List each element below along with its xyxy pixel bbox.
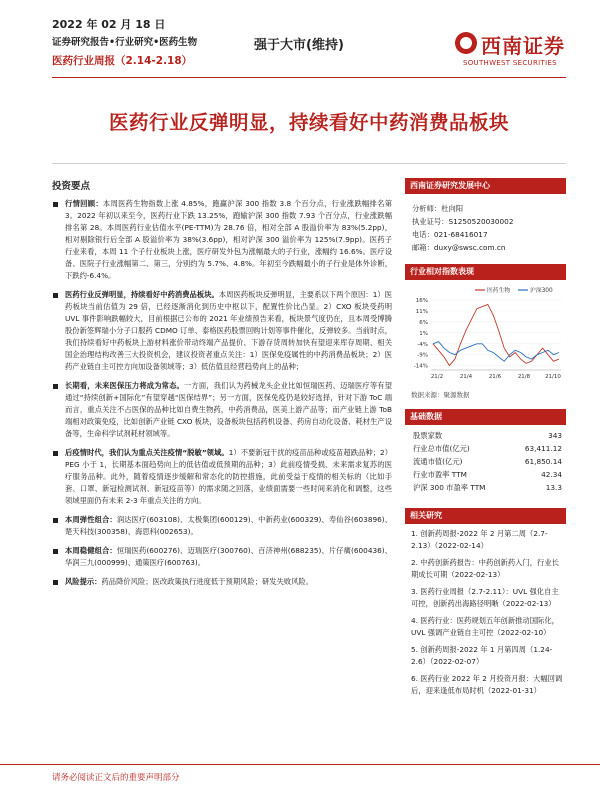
analyst-license: 执业证号：S1250520030002 (412, 217, 514, 226)
bullet-lead: 后疫情时代，我们认为重点关注疫情“脱敏”领域。 (65, 448, 229, 457)
bullet-lead: 风险提示： (65, 577, 102, 586)
logo-mark-icon (455, 32, 477, 54)
bullet-lead: 长期看，未来医保压力将成为常态。 (65, 381, 184, 390)
section-label: 投资要点 (52, 181, 91, 192)
x-tick-label: 21/10 (545, 374, 561, 380)
related-link[interactable]: 6. 医药行业 2022 年 2 月投资月报：大幅回调后，迎来逢低布局时机（2022-01-31） (411, 674, 563, 695)
legend-label: 医药生物 (487, 288, 511, 294)
x-tick-label: 21/8 (517, 374, 531, 380)
bullet-text: 恒瑞医药(600276)、迈瑞医疗(300760)、百济神州(688235)、片仔癀(600436)、华润三九(000999)、通策医疗(600763)。 (65, 546, 392, 567)
y-tick-label: 6% (419, 319, 428, 326)
chart-title-bar: 行业相对指数表现 (405, 264, 566, 280)
footer-disclaimer: 请务必阅读正文后的重要声明部分 (52, 773, 180, 783)
x-tick-label: 21/6 (488, 374, 502, 380)
key-data-table (405, 429, 566, 494)
legend-label: 沪深300 (530, 288, 553, 294)
bullet-text: 本周医药板块反弹明显，主要系以下两个原因：1）医药板块当前估值为 29 倍，已经逐渐消化到历史中枢以下，配置性价比凸显。2）CXO 板块受药明 UVL 事件影响跌幅较大，目前根据已公布的 2021 年业绩预告来看，板块景气度仍在，且本周受博腾股份新签辉瑞小分子口服药 CDMO 订单、泰格医药股票回购计划等事件催化，反弹较多。当前时点，我们持续看好中药板块上游材料涨价带动终端产品提价、下游存货周转加快有望迎来库存周期、相关国企治理结构改善三大投资机会，建议投资者重点关注：1）医保免疫属性的中药消费品板块；2）医药产业链自主可控方向加设备领域等；3）低估值且经营趋势向上的品种； (65, 290, 392, 371)
bullet-market-review (52, 198, 392, 282)
footer-divider (0, 764, 600, 765)
bullet-lead: 医药行业反弹明显，持续看好中药消费品板块。 (65, 290, 219, 299)
bullet-tcm-rebound (52, 289, 392, 373)
table-row (405, 455, 566, 468)
logo-text: 西南证券 (481, 34, 565, 58)
table-cell-value: 13.3 (545, 483, 562, 492)
related-title-bar: 相关研究 (405, 508, 566, 524)
related-link[interactable]: 2. 中药创新药报告：中药创新药入门，行业长期成长可期（2022-02-13） (411, 558, 559, 579)
table-cell-value: 63,411.12 (524, 444, 562, 453)
y-tick-label: 11% (415, 308, 428, 315)
bullet-text: 润达医疗(603108)、太极集团(600129)、中新药业(600329)、寿仙谷(603896)、楚天科技(300358)、海思科(002653)。 (65, 515, 392, 536)
page-header (0, 0, 600, 90)
bullet-lead: 行情回顾： (65, 199, 103, 208)
table-row (405, 481, 566, 494)
rating-label: 强于大市(维持) (254, 38, 344, 53)
investment-summary (52, 170, 392, 595)
table-cell-value: 61,850.14 (524, 457, 562, 466)
bullet-text: 一方面，我们认为药械龙头企业比如恒瑞医药、迈瑞医疗等有望通过“持续创新+国际化”有望穿越“医保结界”；另一方面，医保免疫仍是较好选择，针对下游 ToC 端而言，重点关注不占医保的品种比如自费生物药，中药消费品，医美上游产品等；而产业链上游 ToB 端相对政策免疫，比如创新产业链 CXO 板块，设备板块包括药机设备、药房自动化设备、耗材生产设备等，生命科学试剂耗材领域等。 (65, 381, 393, 438)
y-tick-label: -4% (417, 341, 428, 348)
table-cell-label: 流通市值(亿元) (413, 457, 463, 466)
report-series: 证券研究报告•行业研究•医药生物 (52, 37, 198, 48)
bullet-lead: 本周稳健组合： (65, 546, 117, 555)
table-cell-label: 行业市盈率 TTM (413, 470, 467, 479)
brand-logo (455, 30, 565, 74)
sidebar (405, 178, 566, 702)
table-cell-label: 沪深 300 市盈率 TTM (413, 483, 486, 492)
bullet-text: 本周医药生物指数上涨 4.85%，跑赢沪深 300 指数 3.8 个百分点，行业涨跌幅排名第 3。2022 年初以来至今，医药行业下跌 13.25%，跑输沪深 300 指数 7.93 个百分点，行业涨跌幅排名第 28。本周医药行业估值水平(PE-TTM)为 28.76 倍，相对全部 A 股溢价率为 83%(5.2pp)，相对剔除银行后全部 A 股溢价率为 38%(3.6pp)，相对沪深 300 溢价率为 125%(7.9pp)。医药子行业来看，本周 11 个子行业板块上涨，医疗研发外包为涨幅最大的子行业，涨幅约 16.6%。医疗设备、医院子行业涨幅第二、第三，分别约为 5.7%、4.8%。年初至今跌幅最小的子行业是体外诊断，下跌约-6.4%。 (65, 199, 393, 280)
related-link[interactable]: 5. 创新药周报-2022 年 1 月第四周（1.24-2.6）（2022-02-07） (411, 645, 553, 666)
report-date: 2022 年 02 月 18 日 (52, 18, 166, 31)
table-row (405, 429, 566, 442)
header-divider (52, 77, 566, 78)
related-research-list (405, 524, 566, 696)
bullet-text: 药品降价风险；医改政策执行进度低于预期风险；研发失败风险。 (101, 577, 314, 586)
y-tick-label: 16% (415, 298, 428, 304)
related-link[interactable]: 3. 医药行业周报（2.7-2.11）：UVL 强化自主可控，创新药出海路径明晰（2022-02-13） (411, 587, 559, 608)
bullet-post-epidemic (52, 447, 392, 507)
analyst-email: 邮箱：duxy@swsc.com.cn (412, 243, 506, 252)
relative-index-chart (405, 280, 566, 388)
analyst-name-label: 分析师： (412, 204, 442, 213)
table-cell-label: 股票家数 (413, 431, 443, 440)
table-cell-label: 行业总市值(亿元) (413, 444, 470, 453)
table-cell-value: 343 (548, 431, 562, 440)
x-tick-label: 21/4 (459, 374, 473, 380)
y-tick-label: -9% (417, 352, 428, 359)
related-link[interactable]: 4. 医药行业：医药规划五年创新推动国际化，UVL 强调产业链自主可控（2022-02-10） (411, 616, 559, 637)
y-tick-label: 1% (419, 330, 428, 337)
table-row (405, 468, 566, 481)
bullet-risk (52, 576, 392, 588)
analyst-name: 杜向阳 (441, 204, 464, 213)
bullet-lead: 本周弹性组合： (65, 515, 117, 524)
chart-source: 数据来源：聚源数据 (411, 391, 470, 399)
bullet-elastic-portfolio (52, 514, 392, 538)
analyst-info (405, 194, 566, 254)
table-cell-value: 42.34 (541, 470, 562, 479)
related-link[interactable]: 1. 创新药周报-2022 年 2 月第二周（2.7-2.13）（2022-02-14） (411, 529, 548, 550)
report-subtitle: 医药行业周报（2.14-2.18） (52, 55, 193, 67)
analyst-name-row (412, 202, 566, 215)
logo-subtext: SOUTHWEST SECURITIES (463, 59, 557, 67)
table-row (405, 442, 566, 455)
bullet-long-term (52, 380, 392, 440)
bullet-text: 1）不要新冠干扰的疫苗品种或疫苗超跌品种；2）PEG 小于 1，长期基本面趋势向上的低估值或低预期的品种；3）此前疫情受损、未来需求复苏的医疗服务品种。此外，随着疫情逐步缓解和常态化的防控措施，此前受益于疫情的相关标的（比如手套、口罩、新冠检测试剂、新冠疫苗等）的需求随之回落，业绩面需要一些时间来消化和调整，这些领域里面仍有未来 2-3 年重点关注的方向。 (65, 448, 392, 505)
x-tick-label: 21/2 (430, 374, 444, 380)
page-title: 医药行业反弹明显，持续看好中药消费品板块 (108, 111, 509, 134)
bullet-stable-portfolio (52, 545, 392, 569)
series-line-pharma (433, 304, 559, 365)
y-tick-label: -14% (413, 363, 428, 370)
chart-svg (405, 280, 566, 388)
key-data-title-bar: 基础数据 (405, 409, 566, 425)
title-divider (52, 163, 566, 164)
team-title-bar: 西南证券研究发展中心 (405, 178, 566, 194)
analyst-phone: 电话：021-68416017 (412, 230, 488, 239)
